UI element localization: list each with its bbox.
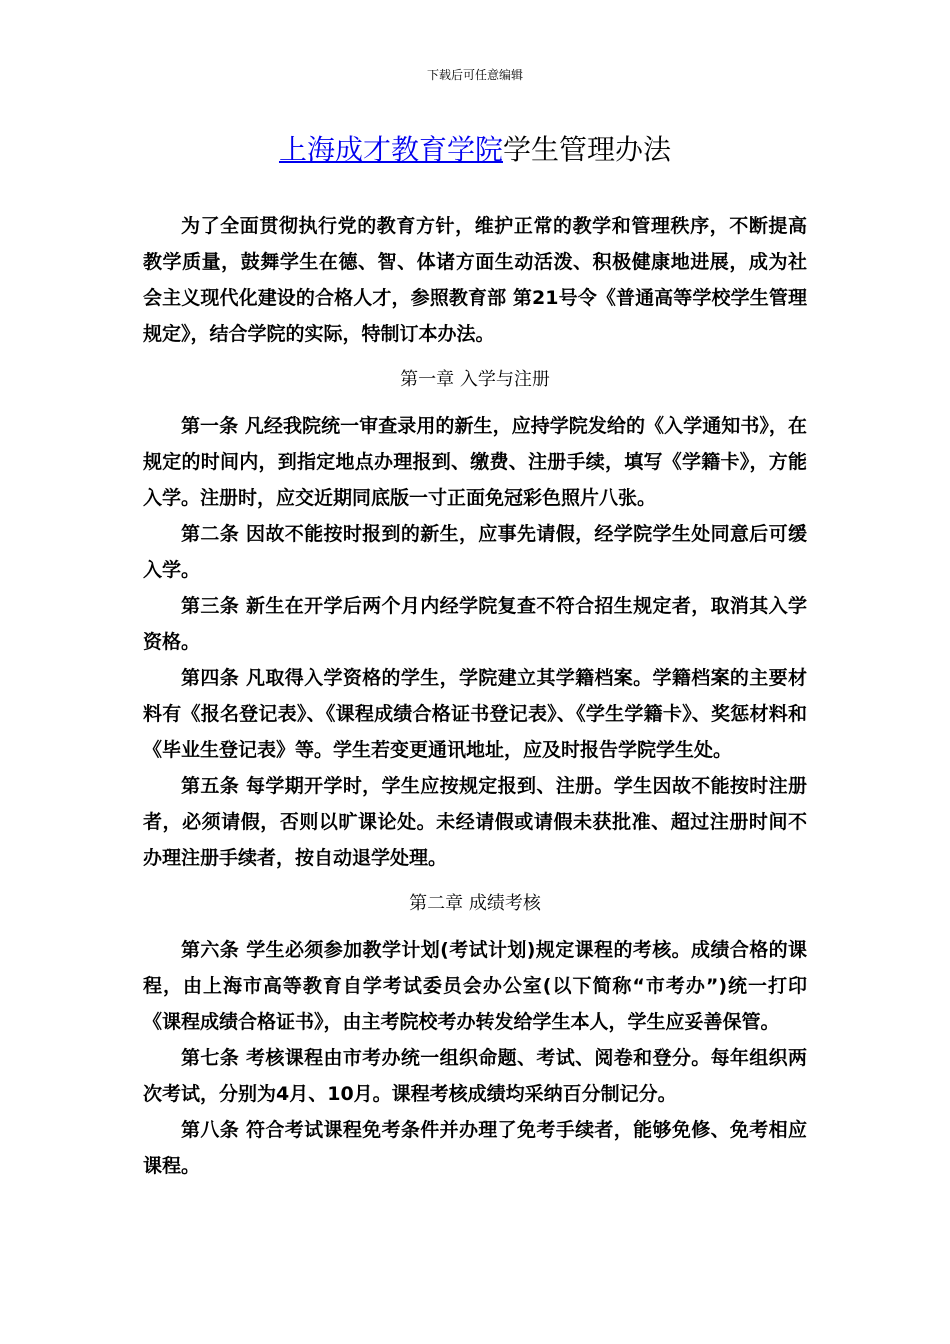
article-paragraph: 第七条 考核课程由市考办统一组织命题、考试、阅卷和登分。每年组织两次考试，分别为4月、10月。课程考核成绩均采纳百分制记分。 — [143, 1047, 807, 1105]
article-paragraph: 第五条 每学期开学时，学生应按规定报到、注册。学生因故不能按时注册者，必须请假，否则以旷课论处。未经请假或请假未获批准、超过注册时间不办理注册手续者，按自动退学处理。 — [143, 775, 807, 869]
chapter-heading: 第二章 成绩考核 — [409, 893, 541, 914]
title-rest: 学生管理办法 — [503, 133, 672, 166]
article-paragraph: 第二条 因故不能按时报到的新生，应事先请假，经学院学生处同意后可缓入学。 — [143, 523, 807, 581]
article-paragraph: 第八条 符合考试课程免考条件并办理了免考手续者，能够免修、免考相应课程。 — [143, 1119, 807, 1177]
article-paragraph: 第六条 学生必须参加教学计划(考试计划)规定课程的考核。成绩合格的课程，由上海市高等教育自学考试委员会办公室(以下简称“市考办”)统一打印《课程成绩合格证书》，由主考院校考办转发给学生本人，学生应妥善保管。 — [143, 939, 807, 1033]
document-body — [143, 208, 807, 1184]
institution-link[interactable]: 上海成才教育学院 — [278, 133, 503, 166]
header-note: 下载后可任意编辑 — [426, 68, 523, 82]
intro-paragraph: 为了全面贯彻执行党的教育方针，维护正常的教学和管理秩序，不断提高教学质量，鼓舞学生在德、智、体诸方面生动活泼、积极健康地进展，成为社会主义现代化建设的合格人才，参照教育部 第21号令《普通高等学校学生管理规定》，结合学院的实际，特制订本办法。 — [143, 215, 807, 345]
chapter-heading: 第一章 入学与注册 — [400, 369, 550, 390]
document-title — [0, 130, 950, 170]
article-paragraph: 第一条 凡经我院统一审查录用的新生，应持学院发给的《入学通知书》，在规定的时间内，到指定地点办理报到、缴费、注册手续，填写《学籍卡》，方能入学。注册时，应交近期同底版一寸正面免冠彩色照片八张。 — [143, 415, 807, 509]
article-paragraph: 第三条 新生在开学后两个月内经学院复查不符合招生规定者，取消其入学资格。 — [143, 595, 807, 653]
article-paragraph: 第四条 凡取得入学资格的学生，学院建立其学籍档案。学籍档案的主要材料有《报名登记表》、《课程成绩合格证书登记表》、《学生学籍卡》、奖惩材料和《毕业生登记表》等。学生若变更通讯地址，应及时报告学院学生处。 — [143, 667, 807, 761]
